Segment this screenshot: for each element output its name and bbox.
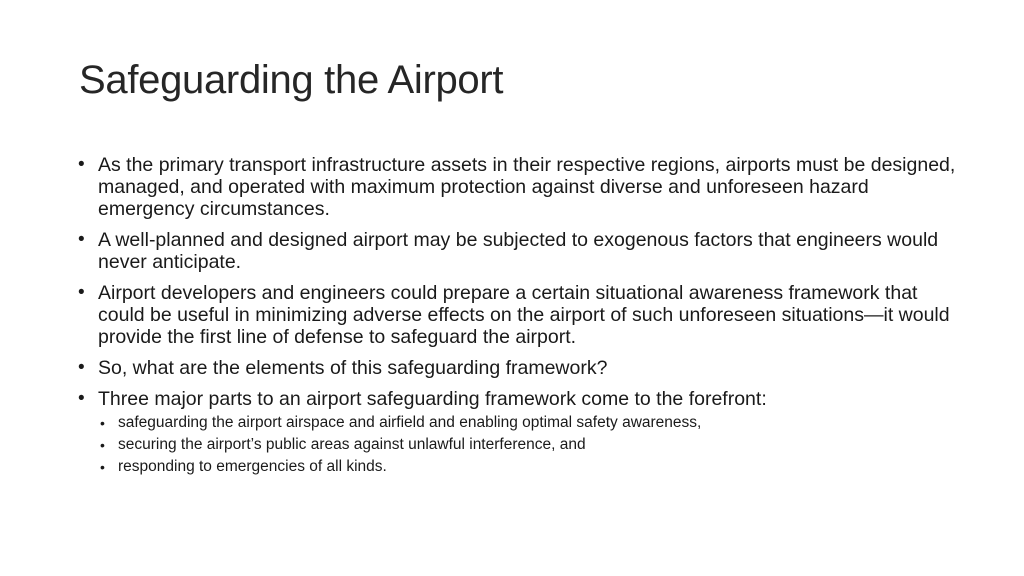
sub-bullet-text: securing the airport’s public areas against unlawful interference, and: [118, 436, 586, 453]
bullet-list: [78, 154, 958, 487]
bullet-text: Airport developers and engineers could prepare a certain situational awareness framework that could be useful in minimizing adverse effects on the airport of such unforeseen situations—it would provide the first line of defense to safeguard the airport.: [98, 282, 950, 348]
sub-bullet-dot-icon: •: [100, 437, 105, 453]
bullet-dot-icon: •: [78, 154, 85, 175]
bullet-item: [78, 282, 958, 348]
bullet-dot-icon: •: [78, 229, 85, 250]
sub-bullet-item: [98, 434, 958, 456]
bullet-item: [78, 229, 958, 273]
bullet-item: [78, 357, 958, 379]
bullet-item: [78, 388, 958, 478]
bullet-dot-icon: •: [78, 388, 85, 409]
bullet-dot-icon: •: [78, 357, 85, 378]
sub-bullet-dot-icon: •: [100, 459, 105, 475]
bullet-text: As the primary transport infrastructure assets in their respective regions, airports must be designed, managed, and operated with maximum protection against diverse and unforeseen hazard emergency circumstances.: [98, 154, 956, 220]
sub-bullet-item: [98, 456, 958, 478]
sub-bullet-text: responding to emergencies of all kinds.: [118, 458, 387, 475]
sub-bullet-text: safeguarding the airport airspace and airfield and enabling optimal safety awareness,: [118, 414, 702, 431]
bullet-item: [78, 154, 958, 220]
bullet-dot-icon: •: [78, 282, 85, 303]
sub-bullet-item: [98, 412, 958, 434]
bullet-text: A well-planned and designed airport may be subjected to exogenous factors that engineers would never anticipate.: [98, 229, 939, 273]
bullet-text: Three major parts to an airport safeguarding framework come to the forefront:: [98, 388, 767, 410]
slide-title: Safeguarding the Airport: [79, 58, 504, 102]
sub-bullet-dot-icon: •: [100, 415, 105, 431]
bullet-text: So, what are the elements of this safeguarding framework?: [98, 357, 608, 379]
sub-bullet-list: [98, 412, 958, 478]
